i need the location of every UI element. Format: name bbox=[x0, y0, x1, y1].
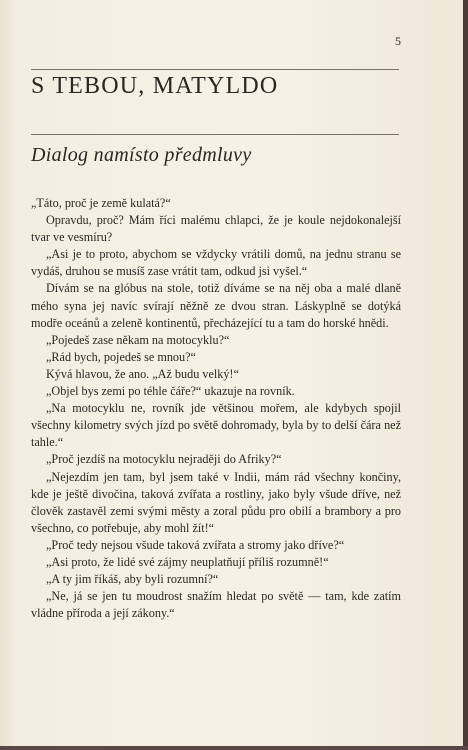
paragraph: „Táto, proč je země kulatá?“ bbox=[31, 196, 171, 210]
chapter-rule-bottom bbox=[31, 134, 399, 135]
section-title: Dialog namísto předmluvy bbox=[31, 144, 252, 166]
paragraph: „Pojedeš zase někam na motocyklu?“ bbox=[46, 332, 230, 347]
paragraph: „Objel bys zemi po téhle čáře?“ ukazuje na rovník. bbox=[46, 384, 295, 399]
paragraph: „Nejezdím jen tam, byl jsem také v Indii, mám rád všechny končiny, kde je ještě divočina, taková zvířata a rostliny, jako byly všude dříve, než člověk zastavěl zemi svými městy a zoral půdu pro obilí a brambory a pro všechno, co potřebuje, aby mohl žít!“ bbox=[31, 469, 401, 535]
chapter-title: S TEBOU, MATYLDO bbox=[31, 73, 279, 99]
paragraph: „Na motocyklu ne, rovník jde většinou mořem, ale kdybych spojil všechny kilometry svých jízd po světě dohromady, byla by to delší čára než tahle.“ bbox=[31, 401, 401, 450]
body-text bbox=[31, 195, 401, 622]
page-edge-bottom bbox=[0, 746, 468, 750]
paragraph: „Asi proto, že lidé své zájmy neuplatňují příliš rozumně!“ bbox=[46, 554, 329, 569]
paragraph: „Ne, já se jen tu moudrost snažím hledat po světě — tam, kde zatím vládne příroda a její zákony.“ bbox=[31, 589, 401, 621]
page-edge-right bbox=[463, 0, 468, 750]
page-number: 5 bbox=[395, 34, 401, 48]
paragraph: „A ty jim říkáš, aby byli rozumní?“ bbox=[46, 572, 219, 587]
paragraph: „Asi je to proto, abychom se vždycky vrátili domů, na jednu stranu se vydáš, druhou se musíš zase vrátit tam, odkud jsi vyšel.“ bbox=[31, 247, 401, 279]
paragraph: Dívám se na glóbus na stole, totiž díváme se na něj oba a malé dlaně mého syna jej navíc svírají něžně ze dvou stran. Láskyplně se dotýká modře oceánů a zeleně kontinentů, přecházející tu a tam do horské hnědi. bbox=[31, 281, 401, 330]
paragraph: „Proč jezdíš na motocyklu nejraději do Afriky?“ bbox=[46, 452, 282, 467]
paragraph: „Proč tedy nejsou všude taková zvířata a stromy jako dříve?“ bbox=[46, 537, 345, 552]
paragraph: Kývá hlavou, že ano. „Až budu velký!“ bbox=[46, 366, 239, 381]
paragraph: Opravdu, proč? Mám říci malému chlapci, že je koule nejdokonalejší tvar ve vesmíru? bbox=[31, 213, 401, 245]
paragraph: „Rád bych, pojedeš se mnou?“ bbox=[46, 349, 196, 364]
